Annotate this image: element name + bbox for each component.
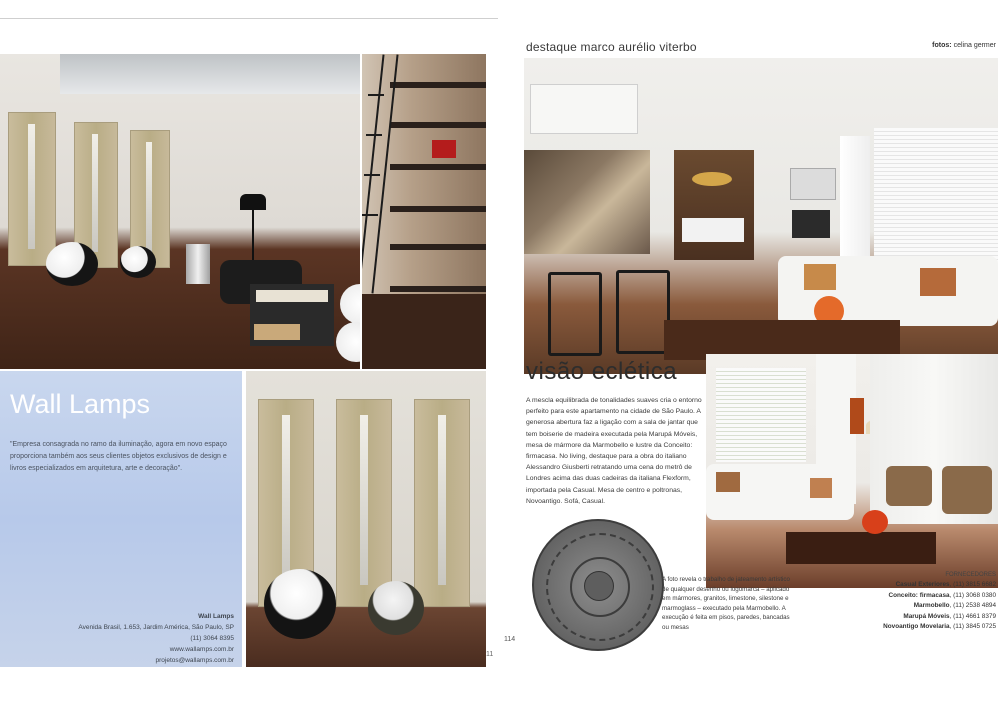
ad-quote: "Empresa consagrada no ramo da iluminação, agora em novo espaço proporciona também aos seus clientes objetos exclusivos de design e livros especializados em arquitetura, arte e decoração". xyxy=(10,441,227,472)
supplier-phone: (11) 3815 6682 xyxy=(953,581,996,589)
supplier-name: Novoantigo Movelaria xyxy=(883,623,950,631)
supplier-phone: (11) 4661 8379 xyxy=(953,612,996,620)
right-page xyxy=(502,30,1000,660)
section-title: destaque marco aurélio viterbo xyxy=(526,40,697,54)
page-number-right: 114 xyxy=(504,636,516,643)
supplier-name: Marupá Móveis xyxy=(903,612,950,620)
supplier-name: Conceito: firmacasa xyxy=(888,591,950,599)
ad-title: Wall Lamps xyxy=(10,389,151,419)
photo-credit xyxy=(932,42,996,49)
supplier-phone: (11) 3068 0380 xyxy=(953,591,996,599)
medallion-caption: A foto revela o trabalho de jateamento artístico de qualquer desenho ou logomarca – aplicado em mármores, granitos, limestone, silestone e marmoglass – executado pela Marmobello. A execução é feita em pisos, paredes, bancadas ou mesas xyxy=(662,576,790,631)
contact-address: Avenida Brasil, 1.653, Jardim América, São Paulo, SP xyxy=(78,624,234,631)
sofa-room-photo xyxy=(706,354,998,588)
article-body: A mescla equilibrada de tonalidades suaves cria o entorno perfeito para este apartamento na cidade de São Paulo. A generosa abertura faz a ligação com a sala de jantar que tem boiserie de madeira executada pela Marupá Móveis, mesa de mármore da Marmobello e lustre da Conceito: firmacasa. No living, destaque para a obra do italiano Alessandro Giusberti retratando uma cena do metrô de Londres acima das duas cadeiras da italiana Flexform, importada pela Casual. Mesa de centro e poltronas, Novoantigo. Sofá, Casual. xyxy=(526,397,702,505)
page-header xyxy=(502,40,1000,54)
contact-phone: (11) 3064 8395 xyxy=(190,635,234,642)
supplier-phone: (11) 2538 4894 xyxy=(953,602,996,610)
marble-medallion-image xyxy=(532,519,664,651)
photo-credit-name: celina germer xyxy=(953,42,996,49)
contact-website: www.wallamps.com.br xyxy=(169,646,234,653)
supplier-phone: (11) 3845 0725 xyxy=(953,623,996,631)
living-room-photo xyxy=(524,58,998,374)
supplier-item: Marmobello, (11) 2538 4894 xyxy=(913,602,996,610)
photo-credit-label: fotos: xyxy=(932,42,952,49)
supplier-name: Marmobello xyxy=(913,602,950,610)
suppliers-list xyxy=(796,570,996,632)
article-title: visão eclética xyxy=(526,358,678,385)
bookshelf-photo xyxy=(362,54,486,369)
supplier-item: Novoantigo Movelaria, (11) 3845 0725 xyxy=(883,623,996,631)
wall-lamps-photo xyxy=(246,371,486,667)
ad-contact-block xyxy=(78,611,234,666)
left-page xyxy=(0,18,498,664)
supplier-item: Conceito: firmacasa, (11) 3068 0380 xyxy=(888,591,996,599)
contact-name: Wall Lamps xyxy=(198,613,234,620)
supplier-item: Marupá Móveis, (11) 4661 8379 xyxy=(903,612,996,620)
supplier-name: Casual Exteriores xyxy=(895,581,950,589)
contact-email: projetos@wallamps.com.br xyxy=(155,657,234,664)
page-number-left: 11 xyxy=(486,651,494,658)
supplier-item: Casual Exteriores, (11) 3815 6682 xyxy=(895,581,996,589)
showroom-photo xyxy=(0,54,360,369)
suppliers-heading: FORNECEDORES xyxy=(945,572,996,578)
ad-info-box xyxy=(0,371,242,667)
